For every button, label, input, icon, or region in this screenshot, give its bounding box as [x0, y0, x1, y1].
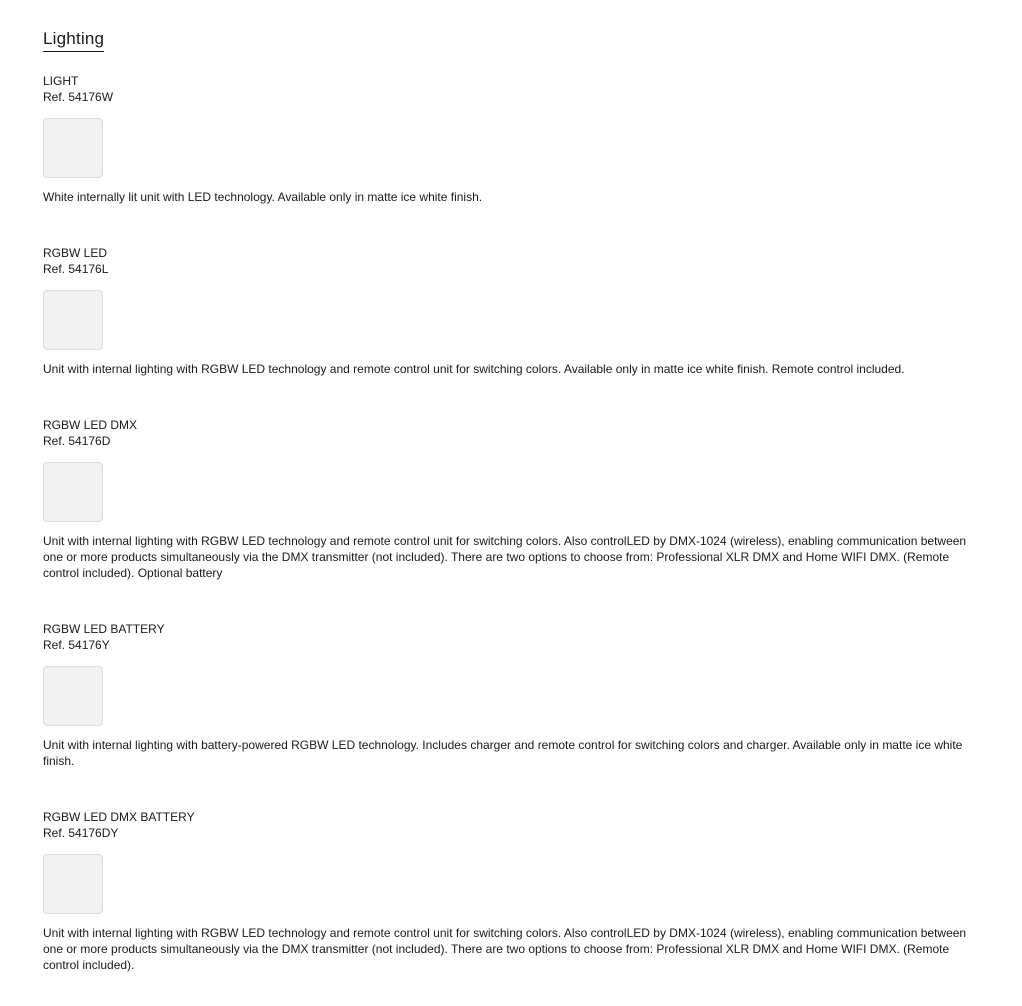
product-description: White internally lit unit with LED technology. Available only in matte ice white finish.	[43, 190, 483, 204]
product-name: RGBW LED BATTERY	[43, 622, 165, 636]
section-title: Lighting	[43, 28, 104, 52]
product-ref: Ref. 54176D	[43, 434, 111, 448]
product-name: RGBW LED DMX	[43, 418, 138, 432]
product-name: RGBW LED	[43, 246, 108, 260]
product-name: RGBW LED DMX BATTERY	[43, 810, 195, 824]
product-thumbnail[interactable]	[43, 462, 103, 522]
product-ref: Ref. 54176Y	[43, 638, 110, 652]
product-thumbnail[interactable]	[43, 290, 103, 350]
product-thumbnail[interactable]	[43, 118, 103, 178]
product-thumbnail[interactable]	[43, 666, 103, 726]
product-description: Unit with internal lighting with battery-powered RGBW LED technology. Includes charger and remote control for switching colors and charger. Available only in matte ice white finish.	[43, 738, 963, 768]
product-name: LIGHT	[43, 74, 79, 88]
product-thumbnail[interactable]	[43, 854, 103, 914]
product-item-rgbw-led-dmx	[43, 417, 979, 581]
product-ref: Ref. 54176L	[43, 262, 109, 276]
product-description: Unit with internal lighting with RGBW LED technology and remote control unit for switching colors. Also controlLED by DMX-1024 (wireless), enabling communication between one or more products simultaneously via the DMX transmitter (not included). There are two options to choose from: Professional XLR DMX and Home WIFI DMX. (Remote control included).	[43, 926, 967, 972]
product-item-rgbw-led-battery	[43, 621, 979, 769]
product-item-rgbw-led	[43, 245, 979, 377]
product-ref: Ref. 54176DY	[43, 826, 119, 840]
product-description: Unit with internal lighting with RGBW LED technology and remote control unit for switching colors. Also controlLED by DMX-1024 (wireless), enabling communication between one or more products simultaneously via the DMX transmitter (not included). There are two options to choose from: Professional XLR DMX and Home WIFI DMX. (Remote control included). Optional battery	[43, 534, 967, 580]
product-description: Unit with internal lighting with RGBW LED technology and remote control unit for switching colors. Available only in matte ice white finish. Remote control included.	[43, 362, 905, 376]
product-item-rgbw-led-dmx-battery	[43, 809, 979, 973]
product-item-light	[43, 73, 979, 205]
product-ref: Ref. 54176W	[43, 90, 114, 104]
